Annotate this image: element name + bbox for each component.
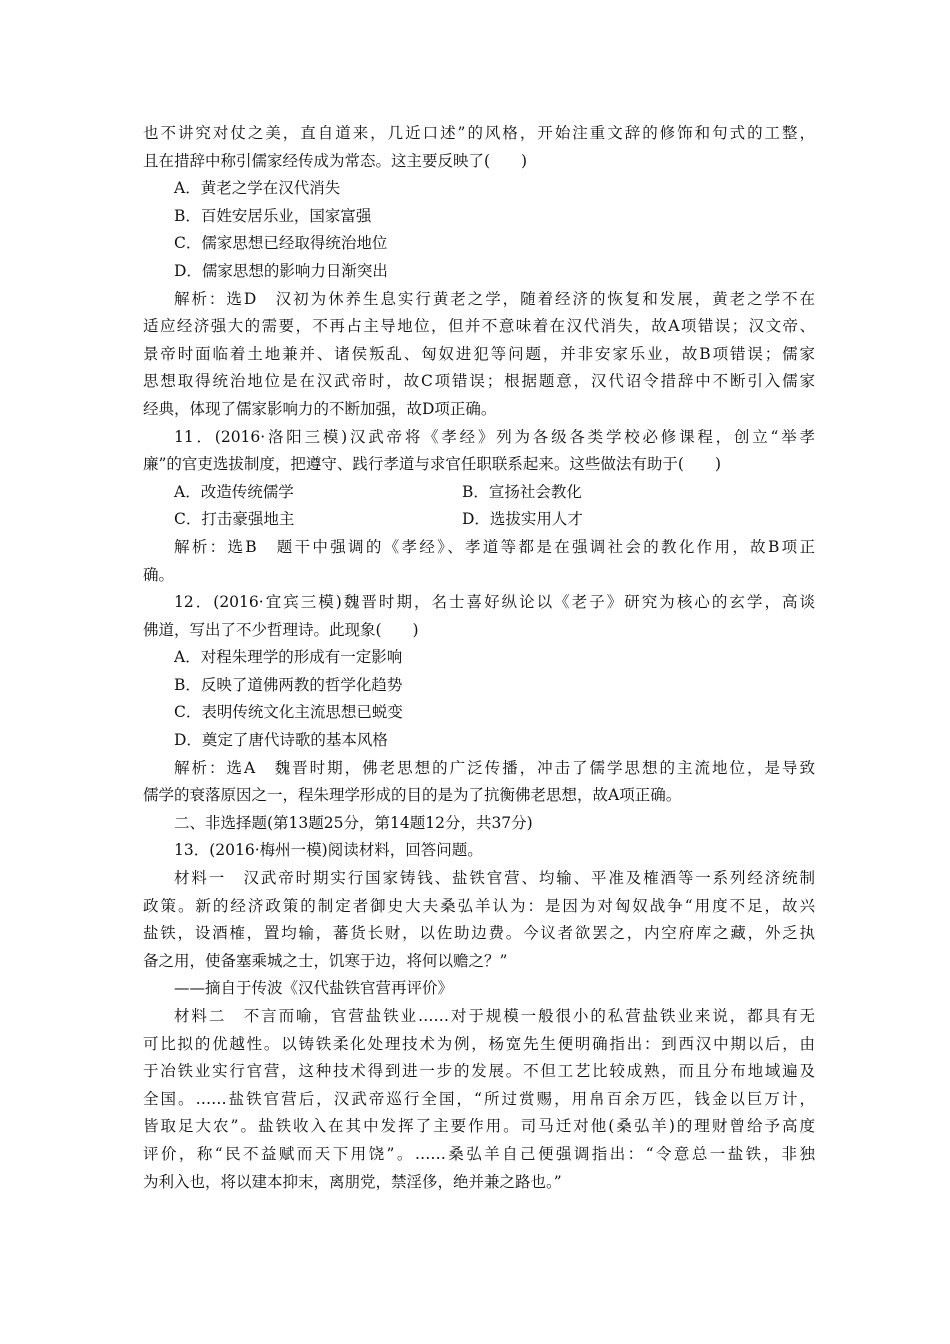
- option-c: C．表明传统文化主流思想已蜕变: [174, 703, 403, 722]
- material-2-line: 于冶铁业实行官营，这种技术得到进一步的发展。不但工艺比较成熟，而且分布地域遍及: [143, 1062, 815, 1081]
- document-body: [143, 120, 815, 1196]
- section-heading: 二、非选择题(第13题25分，第14题12分，共37分): [174, 813, 533, 832]
- material-1-line: 盐铁，设酒榷，置均输，蕃货长财，以佐助边费。今议者欲罢之，内空府库之藏，外乏执: [143, 924, 815, 943]
- material-2-line: 评价，称“民不益赋而天下用饶”。……桑弘羊自己便强调指出：“令意总一盐铁，非独: [143, 1144, 815, 1163]
- question-12-stem: 佛道，写出了不少哲理诗。此现象( ): [143, 620, 419, 639]
- question-11-stem: 廉”的官吏选拔制度，把遵守、践行孝道与求官任职联系起来。这些做法有助于( ): [143, 455, 722, 474]
- option-a: A．对程朱理学的形成有一定影响: [174, 648, 403, 667]
- analysis-line: 景帝时面临着土地兼并、诸侯叛乱、匈奴进犯等问题，并非安家乐业，故B项错误；儒家: [143, 344, 815, 363]
- option-c: C．儒家思想已经取得统治地位: [174, 234, 388, 253]
- material-2-line: 为利入也，将以建本抑末，离朋党，禁淫侈，绝并兼之路也。”: [143, 1172, 562, 1191]
- analysis-line: 解析：选A 魏晋时期，佛老思想的广泛传播，冲击了儒学思想的主流地位，是导致: [174, 758, 815, 777]
- material-1-line: 政策。新的经济政策的制定者御史大夫桑弘羊认为：是因为对匈奴战争“用度不足，故兴: [143, 896, 815, 915]
- analysis-line: 适应经济强大的需要，不再占主导地位，但并不意味着在汉代消失，故A项错误；汉文帝、: [143, 317, 815, 336]
- material-2-line: 全国。……盐铁官营后，汉武帝巡行全国，“所过赏赐，用帛百余万匹，钱金以巨万计，: [143, 1089, 815, 1108]
- question-12-stem: 12．(2016·宜宾三模)魏晋时期，名士喜好纵论以《老子》研究为核心的玄学，高谈: [174, 593, 815, 612]
- option-row: [143, 506, 815, 534]
- option-d: D．奠定了唐代诗歌的基本风格: [174, 731, 388, 750]
- material-2-line: 皆取足大农”。盐铁收入在其中发挥了主要作用。司马迁对他(桑弘羊)的理财曾给予高度: [143, 1117, 815, 1136]
- option-d: D．儒家思想的影响力日渐突出: [174, 261, 388, 280]
- material-1-source: ——摘自于传波《汉代盐铁官营再评价》: [174, 979, 454, 998]
- option-b: B．百姓安居乐业，国家富强: [174, 206, 372, 225]
- material-1-line: 材料一 汉武帝时期实行国家铸钱、盐铁官营、均输、平准及榷酒等一系列经济统制: [174, 869, 815, 888]
- question-stem-line: 也不讲究对仗之美，直自道来，几近口述”的风格，开始注重文辞的修饰和句式的工整，: [143, 124, 815, 142]
- analysis-line: 儒学的衰落原因之一，程朱理学形成的目的是为了抗衡佛老思想，故A项正确。: [143, 786, 682, 805]
- question-11-stem: 11．(2016·洛阳三模)汉武帝将《孝经》列为各级各类学校必修课程，创立“举孝: [174, 427, 815, 446]
- analysis-line: 解析：选D 汉初为休养生息实行黄老之学，随着经济的恢复和发展，黄老之学不在: [174, 289, 815, 308]
- option-a: A．黄老之学在汉代消失: [174, 179, 341, 198]
- option-row: [143, 479, 815, 507]
- analysis-line: 确。: [143, 565, 175, 584]
- material-2-line: 可比拟的优越性。以铸铁柔化处理技术为例，杨宽先生便明确指出：到西汉中期以后，由: [143, 1034, 815, 1053]
- option-a: A．改造传统儒学: [174, 482, 294, 501]
- question-stem-line: 且在措辞中称引儒家经传成为常态。这主要反映了( ): [143, 151, 528, 170]
- option-c: C．打击豪强地主: [174, 510, 295, 529]
- question-13-stem: 13．(2016·梅州一模)阅读材料，回答问题。: [174, 841, 483, 860]
- analysis-line: 经典，体现了儒家影响力的不断加强，故D项正确。: [143, 399, 497, 418]
- material-2-line: 材料二 不言而喻，官营盐铁业……对于规模一般很小的私营盐铁业来说，都具有无: [174, 1007, 815, 1025]
- option-d: D．选拔实用人才: [462, 510, 583, 529]
- analysis-line: 解析：选B 题干中强调的《孝经》、孝道等都是在强调社会的教化作用，故B项正: [174, 537, 815, 556]
- material-1-line: 备之用，使备塞乘城之士，饥寒于边，将何以赡之？”: [143, 951, 508, 970]
- option-b: B．宣扬社会教化: [462, 482, 582, 501]
- analysis-line: 思想取得统治地位是在汉武帝时，故C项错误；根据题意，汉代诏令措辞中不断引入儒家: [143, 372, 815, 391]
- option-b: B．反映了道佛两教的哲学化趋势: [174, 675, 403, 694]
